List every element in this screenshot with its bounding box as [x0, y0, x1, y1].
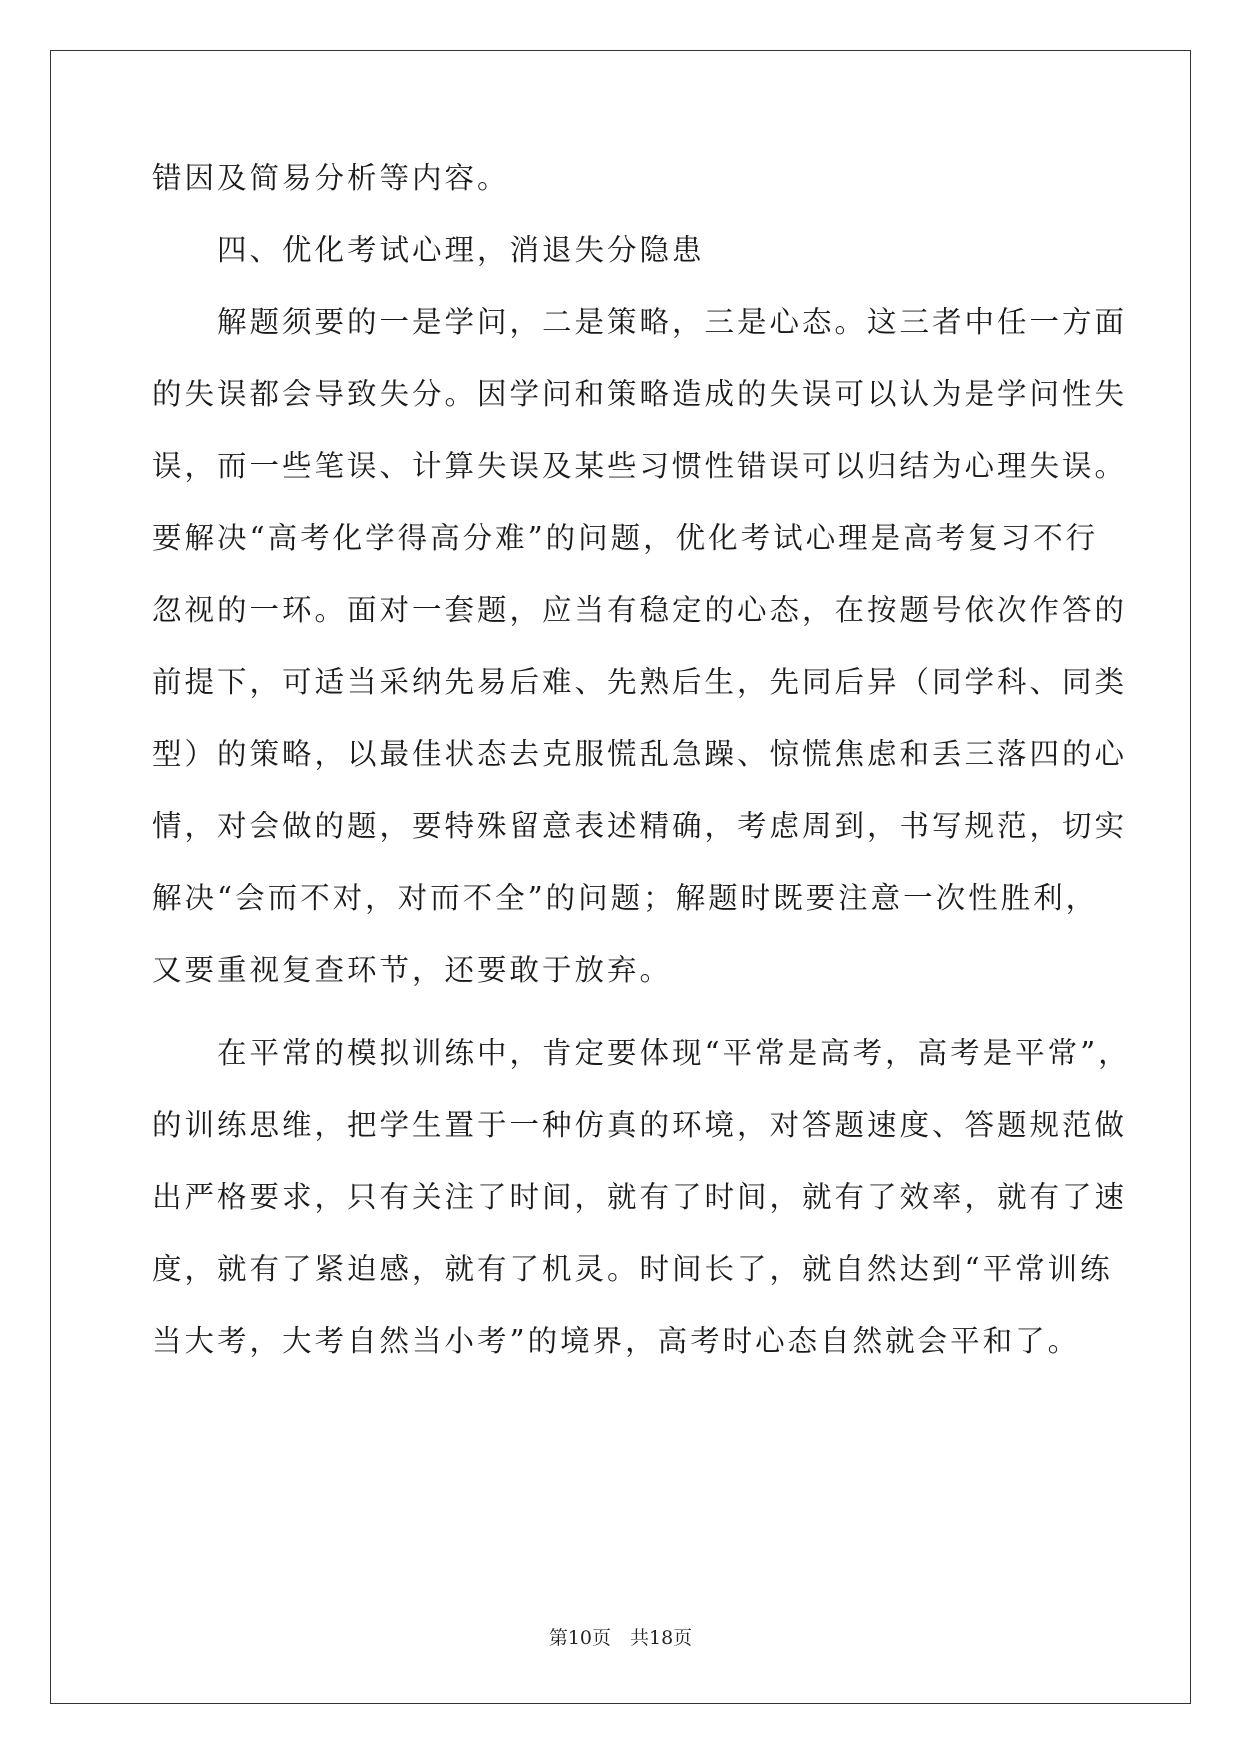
- text-line: 解题须要的一是学问，二是策略，三是心态。这三者中任一方面: [152, 305, 1128, 339]
- section-heading: 四、优化考试心理，消退失分隐患: [152, 233, 705, 267]
- text-line: 当大考，大考自然当小考”的境界，高考时心态自然就会平和了。: [152, 1324, 1081, 1358]
- text-line: 出严格要求，只有关注了时间，就有了时间，就有了效率，就有了速: [152, 1180, 1128, 1214]
- text-line: 度，就有了紧迫感，就有了机灵。时间长了，就自然达到“平常训练: [152, 1252, 1113, 1286]
- text-line: 要解决“高考化学得高分难”的问题，优化考试心理是高考复习不行: [152, 521, 1099, 555]
- text-line: 的失误都会导致失分。因学问和策略造成的失误可以认为是学问性失: [152, 377, 1128, 411]
- text-line: 情，对会做的题，要特殊留意表述精确，考虑周到，书写规范，切实: [152, 809, 1128, 843]
- text-line: 前提下，可适当采纳先易后难、先熟后生，先同后异（同学科、同类: [152, 665, 1128, 699]
- page-number: 第10页 共18页: [548, 1627, 693, 1649]
- page-border: [50, 50, 1191, 1704]
- text-line: 的训练思维，把学生置于一种仿真的环境，对答题速度、答题规范做: [152, 1108, 1128, 1142]
- text-line: 解决“会而不对，对而不全”的问题；解题时既要注意一次性胜利，: [152, 881, 1099, 915]
- text-line: 型）的策略，以最佳状态去克服慌乱急躁、惊慌焦虑和丢三落四的心: [152, 737, 1128, 771]
- text-line: 在平常的模拟训练中，肯定要体现“平常是高考，高考是平常”，: [152, 1036, 1131, 1070]
- text-line: 误，而一些笔误、计算失误及某些习惯性错误可以归结为心理失误。: [152, 449, 1128, 483]
- text-line: 错因及简易分析等内容。: [152, 161, 510, 195]
- text-line: 忽视的一环。面对一套题，应当有稳定的心态，在按题号依次作答的: [152, 593, 1128, 627]
- text-line: 又要重视复查环节，还要敢于放弃。: [152, 953, 673, 987]
